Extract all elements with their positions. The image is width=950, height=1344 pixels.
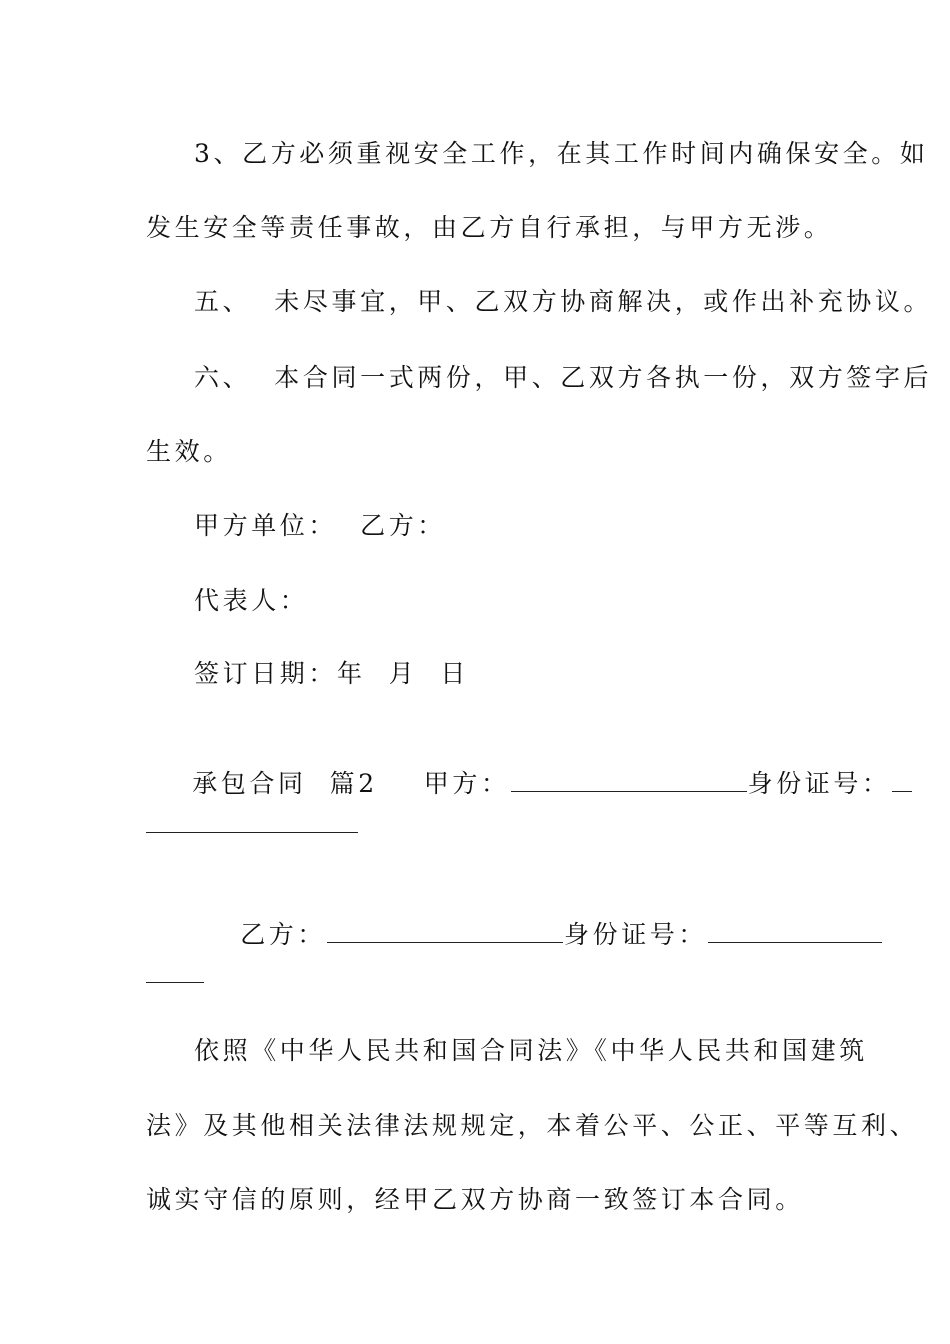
representative: 代表人： (194, 586, 309, 615)
basis-line-2: 法》及其他相关法律法规规定，本着公平、公正、平等互利、 (146, 1111, 919, 1140)
signature-parties: 甲方单位： 乙方： (194, 511, 446, 540)
clause-six-line-1: 六、 本合同一式两份，甲、乙双方各执一份，双方签字后 (194, 363, 933, 392)
clause-six-line-2: 生效。 (146, 437, 232, 466)
id-blank-1-continued (146, 832, 358, 833)
contract-2-header-line (146, 733, 913, 835)
paragraph-3-line-1: 3、乙方必须重视安全工作，在其工作时间内确保安全。如 (194, 139, 929, 168)
basis-line-1: 依照《中华人民共和国合同法》《中华人民共和国建筑 (194, 1036, 868, 1065)
id-blank-2-continued (146, 982, 204, 983)
signing-date: 签订日期：年 月 日 (194, 659, 469, 688)
contract-2-heading: 承包合同 篇2 (192, 769, 378, 798)
id-blank-1-start (892, 769, 912, 792)
id-label-1: 身份证号： (747, 769, 891, 798)
clause-five: 五、 未尽事宜，甲、乙双方协商解决，或作出补充协议。 (194, 287, 933, 316)
paragraph-3-line-2: 发生安全等责任事故，由乙方自行承担，与甲方无涉。 (146, 213, 833, 242)
id-blank-2-start (708, 920, 882, 943)
party-b-blank (327, 920, 563, 943)
basis-line-3: 诚实守信的原则，经甲乙双方协商一致签订本合同。 (146, 1185, 804, 1214)
id-label-2: 身份证号： (564, 920, 708, 949)
party-b-line (194, 884, 883, 986)
party-a-label: 甲方： (423, 769, 510, 798)
party-a-blank (511, 769, 747, 792)
party-b-label: 乙方： (240, 920, 326, 949)
